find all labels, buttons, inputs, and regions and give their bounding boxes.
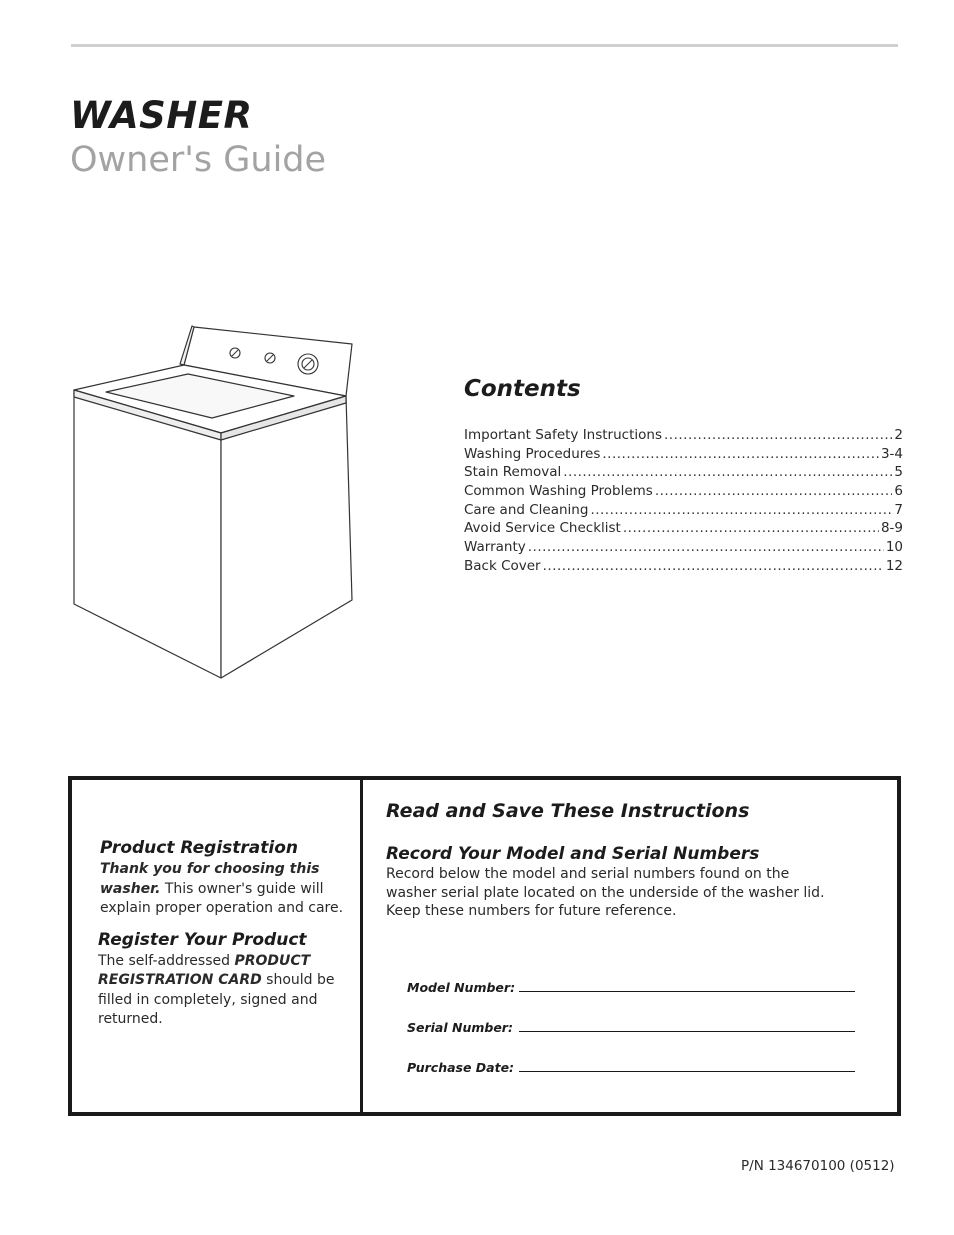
- toc-item: [464, 427, 903, 446]
- purchase-date-line[interactable]: [519, 1071, 855, 1072]
- toc-page: 3-4: [880, 445, 903, 462]
- model-number-field: [407, 980, 855, 995]
- top-rule: [71, 44, 898, 47]
- toc-label: Warranty: [464, 539, 526, 556]
- toc-page: 2: [894, 427, 903, 443]
- toc-label: Avoid Service Checklist: [464, 520, 621, 537]
- purchase-date-label: Purchase Date:: [407, 1060, 515, 1075]
- part-number: P/N 134670100 (0512): [741, 1158, 895, 1174]
- table-of-contents: [464, 427, 903, 577]
- toc-item: [464, 558, 903, 577]
- register-product-text: [98, 952, 350, 1030]
- toc-page: 12: [885, 557, 903, 574]
- washer-illustration: [66, 320, 358, 684]
- read-save-heading: Read and Save These Instructions: [386, 800, 750, 822]
- toc-label: Care and Cleaning: [464, 501, 589, 518]
- toc-page: 6: [894, 483, 903, 500]
- registration-box: [68, 776, 901, 1116]
- toc-label: Common Washing Problems: [464, 483, 653, 500]
- toc-page: 5: [894, 464, 903, 481]
- register-product-heading: Register Your Product: [98, 929, 307, 950]
- toc-item: [464, 502, 903, 521]
- toc-label: Back Cover: [464, 557, 541, 574]
- thank-you-body: This owner's guide will explain proper operation and care.: [100, 880, 344, 916]
- thank-you-text: [100, 860, 350, 919]
- toc-page: 7: [894, 501, 903, 518]
- instructions-panel: [386, 800, 876, 921]
- toc-item: [464, 464, 903, 483]
- record-numbers-text: Record below the model and serial numbers found on the washer serial plate located on the underside of the washer lid. Keep these numbers for future reference.: [386, 866, 825, 919]
- toc-page: 8-9: [880, 520, 903, 537]
- toc-item: [464, 446, 903, 465]
- box-divider: [360, 780, 363, 1112]
- record-numbers-heading: Record Your Model and Serial Numbers: [386, 844, 760, 864]
- thank-you-bold: Thank you for choosing this washer.: [100, 861, 320, 897]
- toc-label: Stain Removal: [464, 464, 562, 481]
- contents-heading: Contents: [464, 376, 581, 402]
- serial-number-field: [407, 1020, 855, 1035]
- toc-label: Important Safety Instructions: [464, 427, 662, 443]
- product-registration-heading: Product Registration: [100, 838, 298, 858]
- registration-panel: [100, 838, 350, 1030]
- serial-number-label: Serial Number:: [407, 1020, 513, 1035]
- document-title: WASHER: [70, 94, 253, 137]
- toc-item: [464, 483, 903, 502]
- toc-label: Washing Procedures: [464, 445, 601, 462]
- document-subtitle: Owner's Guide: [70, 140, 327, 180]
- model-number-label: Model Number:: [407, 980, 516, 995]
- registration-card-bold: PRODUCT REGISTRATION CARD: [98, 952, 311, 988]
- model-number-line[interactable]: [519, 991, 855, 992]
- toc-item: [464, 520, 903, 539]
- toc-item: [464, 539, 903, 558]
- purchase-date-field: [407, 1060, 855, 1075]
- toc-page: 10: [885, 539, 903, 556]
- register-text-start: The self-addressed: [98, 952, 235, 969]
- serial-number-line[interactable]: [519, 1031, 855, 1032]
- register-text-end: should be filled in completely, signed and returned.: [98, 972, 335, 1027]
